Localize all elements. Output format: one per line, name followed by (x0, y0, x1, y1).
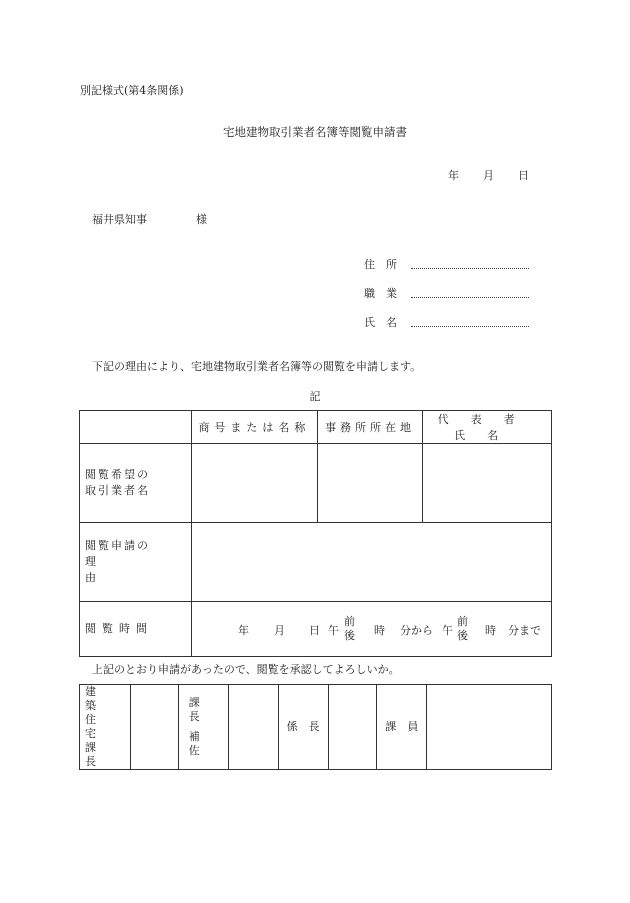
form-number: 別記様式(第4条関係) (80, 84, 184, 97)
reason-field[interactable] (192, 523, 552, 602)
occupation-field[interactable] (411, 297, 529, 298)
date-day: 日 (518, 169, 529, 182)
dealer-representative-field[interactable] (423, 444, 552, 523)
row-reason-label-line2: 理 由 (85, 555, 191, 584)
time-from-minute: 分から (400, 624, 433, 637)
row-reason-label (80, 523, 192, 602)
time-to-minute: 分まで (508, 624, 541, 637)
sign-label-deputy-line2: 補佐 (188, 730, 218, 757)
time-from-hour: 時 (374, 624, 385, 637)
time-from-am: 前 (344, 615, 355, 628)
row-dealer-label-line1: 閲覧希望の (85, 468, 150, 481)
ki-heading: 記 (309, 390, 321, 403)
time-from-period-suffix: 午 (328, 624, 339, 637)
row-time-label (80, 602, 192, 657)
row-reason-label-line1: 閲覧申請の (85, 539, 150, 552)
header-representative-text: 代表者氏名 (437, 413, 537, 442)
sign-label-staff-text: 課 員 (385, 720, 419, 733)
sign-label-staff (377, 685, 427, 770)
addressee-suffix: 様 (196, 213, 207, 226)
page-title: 宅地建物取引業者名簿等閲覧申請書 (223, 125, 407, 139)
occupation-label: 職 業 (364, 287, 397, 300)
header-trade-name (192, 411, 318, 444)
time-year: 年 (238, 624, 249, 637)
request-statement: 下記の理由により、宅地建物取引業者名簿等の閲覧を申請します。 (92, 360, 422, 373)
sign-label-section-chief-line1: 建築 (85, 685, 114, 712)
sign-box-section-chief[interactable] (130, 685, 178, 770)
row-time-label-text: 閲覧時間 (85, 622, 153, 635)
header-office-location-text: 事務所所在地 (325, 421, 416, 434)
header-representative (423, 411, 552, 444)
address-field[interactable] (411, 268, 529, 269)
approval-table (79, 684, 552, 770)
row-dealer-label (80, 444, 192, 523)
time-field[interactable] (192, 602, 552, 657)
sign-label-deputy-line1: 課長 (188, 696, 218, 723)
sign-label-section-chief-line3: 課長 (85, 741, 114, 768)
header-blank (80, 411, 192, 444)
time-to-hour: 時 (485, 624, 496, 637)
sign-label-subsection-chief (278, 685, 328, 770)
address-label: 住 所 (364, 258, 397, 271)
time-to-period-suffix: 午 (442, 624, 453, 637)
time-to-am: 前 (457, 615, 468, 628)
header-office-location (317, 411, 422, 444)
time-to-pm: 後 (457, 629, 468, 642)
sign-box-staff[interactable] (427, 685, 552, 770)
sign-label-section-chief-line2: 住宅 (85, 713, 114, 740)
sign-label-deputy (178, 685, 228, 770)
time-month: 月 (274, 624, 285, 637)
sign-label-section-chief (80, 685, 131, 770)
dealer-office-field[interactable] (317, 444, 422, 523)
date-year: 年 (448, 169, 459, 182)
time-from-period (344, 615, 355, 643)
time-from-pm: 後 (344, 629, 355, 642)
name-label: 氏 名 (364, 316, 397, 329)
approval-statement: 上記のとおり申請があったので、閲覧を承認してよろしいか。 (92, 663, 400, 676)
sign-box-subsection-chief[interactable] (328, 685, 377, 770)
header-trade-name-text: 商号または名称 (198, 421, 311, 434)
row-dealer-label-line2: 取引業者名 (85, 484, 150, 497)
time-to-period (457, 615, 468, 643)
name-field[interactable] (411, 326, 529, 327)
dealer-trade-name-field[interactable] (192, 444, 318, 523)
addressee-name: 福井県知事 (92, 213, 147, 226)
time-day: 日 (309, 624, 320, 637)
sign-label-subsection-chief-text: 係 長 (286, 720, 320, 733)
application-table (79, 410, 552, 657)
date-month: 月 (483, 169, 494, 182)
sign-box-deputy[interactable] (228, 685, 278, 770)
